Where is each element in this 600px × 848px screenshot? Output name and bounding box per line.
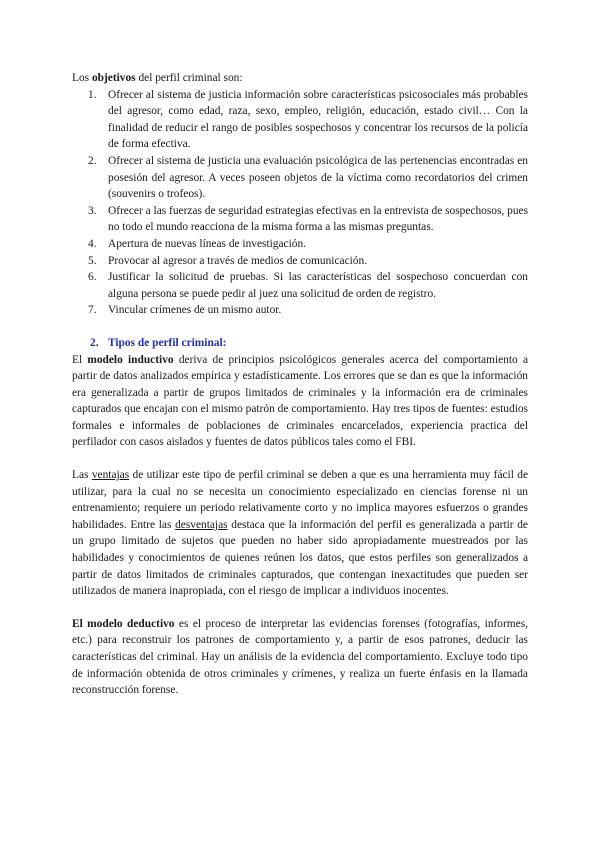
section-title: Tipos de perfil criminal: xyxy=(108,336,227,349)
list-item xyxy=(88,236,528,253)
list-item xyxy=(88,269,528,302)
inductive-text: deriva de principios psicológicos generales acerca del comportamiento a partir de datos analizados empírica y estadísticamente. Los errores que se dan es que la información era generalizada a partir de grupos limitados de criminales y la información era de criminales capturados que encajan con el mismo patrón de comportamiento. Hay tres tipos de fuentes: estudios formales e informales de poblaciones de criminales encarcelados, experiencia practica del perfilador con casos aislados y fuentes de datos públicos tales como el FBI. xyxy=(72,353,528,449)
inductive-paragraph xyxy=(72,352,528,452)
intro-prefix: Los xyxy=(72,72,92,84)
advantages-prefix: Las xyxy=(72,469,92,482)
advantages-middle: de utilizar este tipo de perfil criminal se deben a que es una herramienta muy fácil de utilizar, para la cual no se necesita un conocimiento especializado en ciencias forense ni un entrenamiento; requiere un periodo relativamente corto y no implica mayores esfuerzos o grandes habilidades. Entre las xyxy=(72,469,529,531)
list-item-number: 3. xyxy=(88,204,97,217)
deductive-paragraph xyxy=(72,616,528,699)
list-item xyxy=(88,203,529,236)
section-heading xyxy=(72,335,528,352)
paragraph-spacer xyxy=(72,451,528,467)
list-item-text: Ofrecer al sistema de justicia una evaluación psicológica de las pertenencias encontradas en posesión del agresor. A veces poseen objetos de la víctima como recordatorios del crimen (souvenirs o trofeos). xyxy=(108,154,528,201)
list-item xyxy=(88,87,528,153)
objectives-intro xyxy=(72,70,528,87)
list-item xyxy=(88,302,528,319)
advantages-paragraph xyxy=(72,467,528,600)
deductive-bold: El modelo deductivo xyxy=(72,617,175,630)
list-item-number: 4. xyxy=(88,237,97,250)
list-item-text: Vincular crímenes de un mismo autor. xyxy=(108,304,282,317)
document-page xyxy=(72,70,528,699)
list-item-number: 5. xyxy=(88,254,97,267)
list-item-text: Ofrecer a las fuerzas de seguridad estrategias efectivas en la entrevista de sospechosos, pues no todo el mundo reacciona de la misma forma a las mismas preguntas. xyxy=(108,204,529,234)
inductive-bold: modelo inductivo xyxy=(87,353,174,366)
deductive-text: es el proceso de interpretar las evidencias forenses (fotografías, informes, etc.) para reconstruir los patrones de comportamiento y, a partir de esos patrones, deducir las características del criminal. Hay un análisis de la evidencia del comportamiento. Excluye todo tipo de información obtenida de otros criminales y crímenes, y realiza un fuerte énfasis en la llamada reconstrucción forense. xyxy=(72,617,528,697)
intro-bold: objetivos xyxy=(91,72,136,84)
section-number: 2. xyxy=(90,336,99,349)
list-item-text: Apertura de nuevas líneas de investigación. xyxy=(108,237,307,250)
list-item-number: 2. xyxy=(88,154,97,167)
advantages-suffix: destaca que la información del perfil es generalizada a partir de un grupo limitado de sujetos que pueden no haber sido apropiadamente muestreados por las habilidades y conocimientos de quienes reúnen los datos, que estos perfiles son generalizados a partir de datos limitados de criminales capturados, que contengan inexactitudes que pueden ser utilizados de manera inapropiada, con el riesgo de implicar a individuos inocentes. xyxy=(72,518,528,598)
list-item-number: 7. xyxy=(88,304,97,317)
paragraph-spacer xyxy=(72,600,528,616)
disadvantages-underline: desventajas xyxy=(175,518,228,531)
list-item-number: 6. xyxy=(88,271,97,284)
list-item xyxy=(88,153,528,203)
list-item xyxy=(88,253,528,270)
list-item-text: Provocar al agresor a través de medios de comunicación. xyxy=(108,254,368,267)
list-item-number: 1. xyxy=(88,88,97,101)
objectives-list xyxy=(72,87,528,319)
list-item-text: Justificar la solicitud de pruebas. Si las características del sospechoso concuerdan con alguna persona se puede pedir al juez una solicitud de orden de registro. xyxy=(108,271,528,300)
list-item-text: Ofrecer al sistema de justicia información sobre características psicosociales más probables del agresor, como edad, raza, sexo, empleo, religión, educación, estado civil… Con la finalidad de reducir el rango de posibles sospechosos y concentrar los recursos de la policía de forma efectiva. xyxy=(108,88,528,151)
advantages-underline: ventajas xyxy=(91,469,130,482)
intro-suffix: del perfil criminal son: xyxy=(135,72,243,84)
inductive-prefix: El xyxy=(72,353,88,366)
